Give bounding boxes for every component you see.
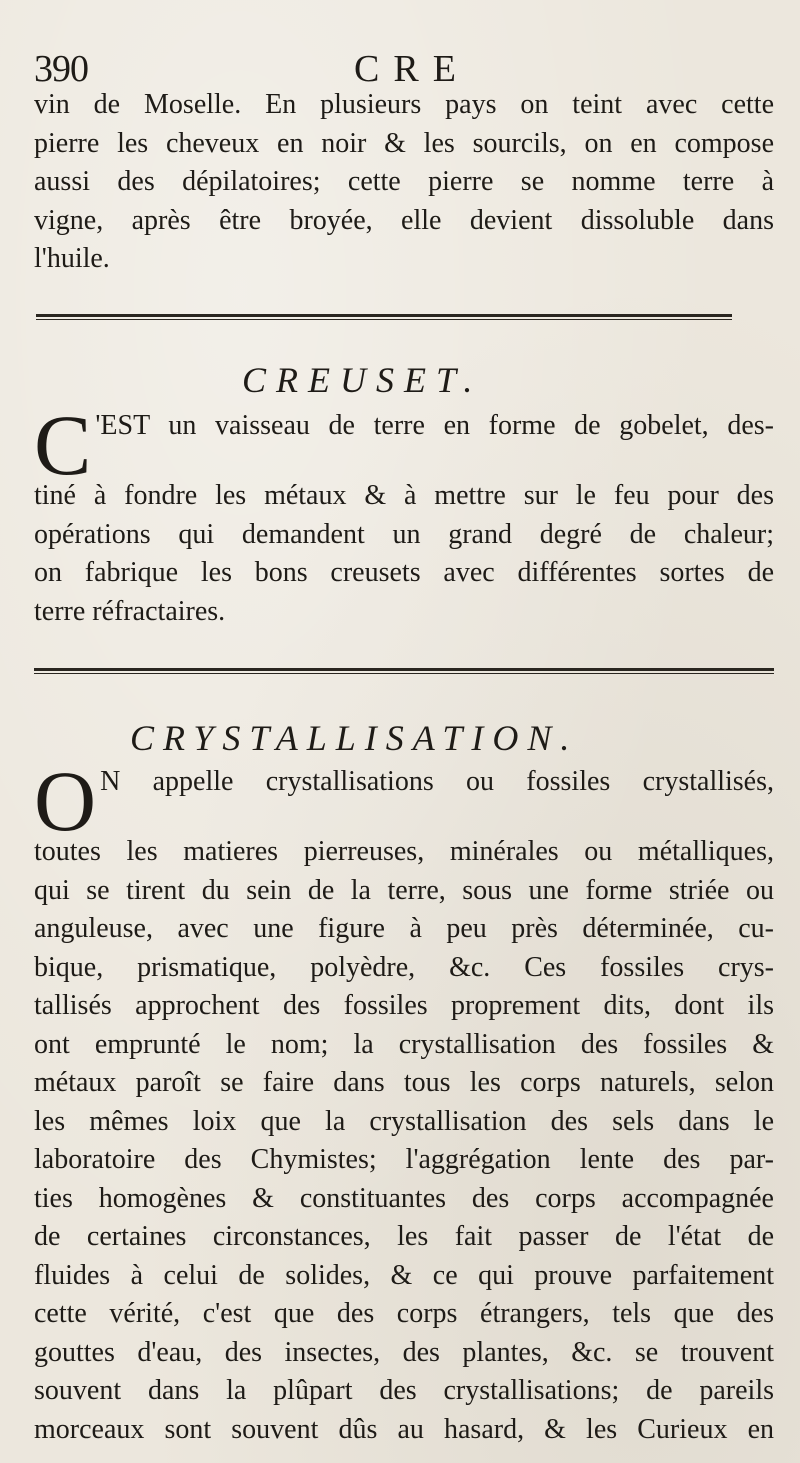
- drop-cap: O: [34, 753, 97, 849]
- text-line: métaux paroît se faire dans tous les corps naturels, selon: [34, 1067, 774, 1098]
- text-line: fluides à celui de solides, & ce qui prouve parfaitement: [34, 1259, 774, 1291]
- page-header: [34, 44, 774, 90]
- text-line: pierre les cheveux en noir & les sourcils, on en compose: [34, 127, 774, 159]
- text-line: anguleuse, avec une figure à peu près déterminée, cu-: [34, 913, 774, 944]
- entry-body-crystallisation: [34, 753, 774, 1449]
- entry-body-creuset: [34, 397, 774, 631]
- text-line: on fabrique les bons creusets avec différentes sortes de: [34, 557, 774, 588]
- text-line: l'huile.: [34, 243, 110, 274]
- continued-paragraph: [34, 86, 774, 279]
- text-line: laboratoire des Chymistes; l'aggrégation lente des par-: [34, 1144, 774, 1175]
- text-line: tiné à fondre les métaux & à mettre sur le feu pour des: [34, 480, 774, 511]
- text-line: tallisés approchent des fossiles proprement dits, dont ils: [34, 990, 774, 1021]
- text-line: toutes les matieres pierreuses, minérales ou métalliques,: [34, 836, 774, 867]
- text-line: 'EST un vaisseau de terre en forme de gobelet, des-: [95, 410, 774, 441]
- text-line: morceaux sont souvent dûs au hasard, & les Curieux en: [34, 1413, 774, 1445]
- section-divider: [36, 314, 732, 320]
- text-line: opérations qui demandent un grand degré de chaleur;: [34, 518, 774, 550]
- text-line: qui se tirent du sein de la terre, sous une forme striée ou: [34, 874, 774, 906]
- text-line: les mêmes loix que la crystallisation des sels dans le: [34, 1105, 774, 1137]
- text-line: ont emprunté le nom; la crystallisation des fossiles &: [34, 1028, 774, 1060]
- text-line: cette vérité, c'est que des corps étrangers, tels que des: [34, 1298, 774, 1329]
- text-line: N appelle crystallisations ou fossiles crystallisés,: [100, 766, 774, 797]
- text-line: aussi des dépilatoires; cette pierre se nomme terre à: [34, 166, 774, 197]
- drop-cap: C: [34, 397, 92, 493]
- text-line: bique, prismatique, polyèdre, &c. Ces fossiles crys-: [34, 951, 774, 983]
- section-divider: [34, 668, 774, 674]
- text-line: gouttes d'eau, des insectes, des plantes, &c. se trouvent: [34, 1336, 774, 1368]
- page-number: 390: [34, 48, 88, 90]
- text-line: ties homogènes & constituantes des corps accompagnée: [34, 1182, 774, 1214]
- text-line: de certaines circonstances, les fait passer de l'état de: [34, 1221, 774, 1252]
- running-head: CRE: [354, 48, 470, 90]
- text-line: vigne, après être broyée, elle devient dissoluble dans: [34, 204, 774, 236]
- text-line: souvent dans la plûpart des crystallisations; de pareils: [34, 1375, 774, 1406]
- text-line: terre réfractaires.: [34, 595, 226, 627]
- entry-title-crystallisation: CRYSTALLISATION.: [130, 718, 579, 758]
- entry-title-creuset: CREUSET.: [242, 360, 483, 400]
- text-line: vin de Moselle. En plusieurs pays on teint avec cette: [34, 89, 774, 120]
